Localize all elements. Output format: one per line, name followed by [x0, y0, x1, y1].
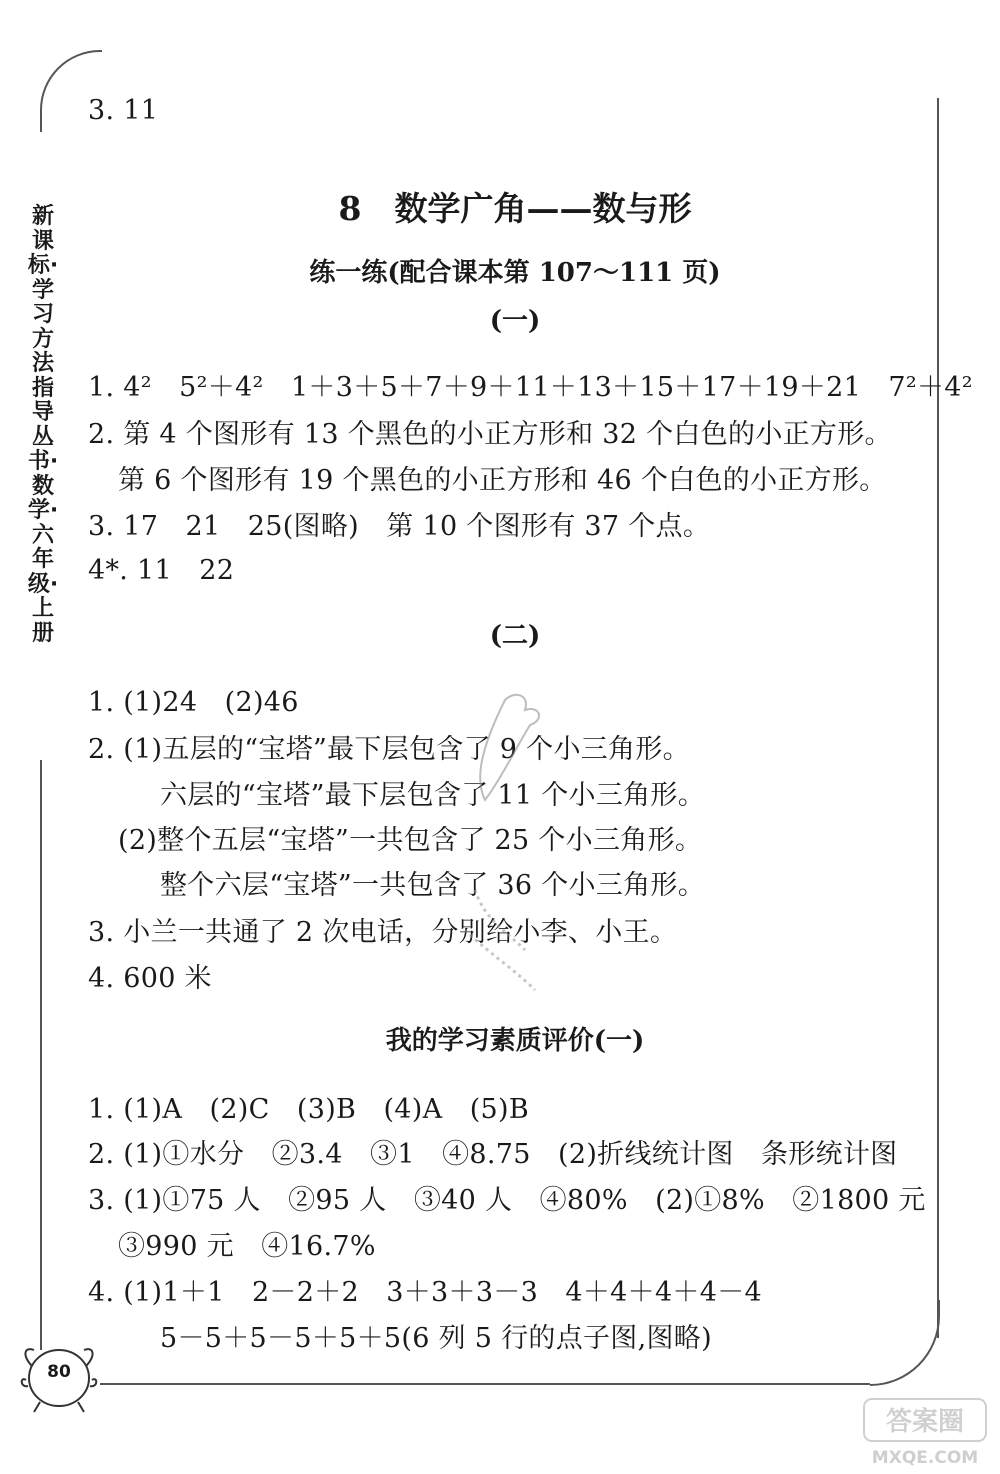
answer-line: 1. (1)24 (2)46 — [88, 687, 299, 718]
site-watermark-logo — [860, 1395, 990, 1470]
answer-line: ③990 元 ④16.7% — [118, 1231, 376, 1262]
answer-line: 4. (1)1＋1 2－2＋2 3＋3＋3－3 4＋4＋4＋4－4 — [88, 1277, 762, 1308]
answer-line: 1. (1)A (2)C (3)B (4)A (5)B — [88, 1094, 530, 1125]
answer-line: 5－5＋5－5＋5＋5(6 列 5 行的点子图,图略) — [160, 1323, 712, 1354]
page-frame-bottom-border — [100, 1383, 870, 1385]
answer-line: 1. 4² 5²＋4² 1＋3＋5＋7＋9＋11＋13＋15＋17＋19＋21 7²＋4² — [88, 372, 973, 403]
answer-line: 2. (1)①水分 ②3.4 ③1 ④8.75 (2)折线统计图 条形统计图 — [88, 1139, 898, 1170]
answer-line: 整个六层“宝塔”一共包含了 36 个小三角形。 — [160, 870, 706, 901]
answer-line: 2. 第 4 个图形有 13 个黑色的小正方形和 32 个白色的小正方形。 — [88, 419, 892, 450]
page-frame-corner-bottom-right — [870, 1300, 940, 1386]
svg-text:MXQE.COM: MXQE.COM — [871, 1448, 979, 1468]
part2-heading: (二) — [489, 621, 541, 651]
svg-text:答案圈: 答案圈 — [885, 1407, 965, 1437]
page-number: 80 — [47, 1362, 71, 1382]
carrot-stamp-watermark-icon — [445, 690, 565, 1010]
answer-line: 2. (1)五层的“宝塔”最下层包含了 9 个小三角形。 — [88, 734, 690, 765]
answer-line: 3. 小兰一共通了 2 次电话，分别给小李、小王。 — [88, 917, 678, 948]
section-title: 练一练(配合课本第 107～111 页) — [309, 258, 721, 288]
answer-line: 六层的“宝塔”最下层包含了 11 个小三角形。 — [160, 780, 706, 811]
answer-line: (2)整个五层“宝塔”一共包含了 25 个小三角形。 — [118, 825, 703, 856]
series-title-vertical: 新课标·学习方法指导丛书·数学·六年级·上册 — [27, 204, 59, 646]
answer-line: 4*. 11 22 — [88, 555, 235, 586]
answer-line: 3. 11 — [88, 95, 159, 126]
part1-heading: (一) — [489, 306, 541, 336]
answer-line: 3. 17 21 25(图略) 第 10 个图形有 37 个点。 — [88, 511, 711, 542]
answer-line: 第 6 个图形有 19 个黑色的小正方形和 46 个白色的小正方形。 — [118, 465, 887, 496]
answer-line: 3. (1)①75 人 ②95 人 ③40 人 ④80% (2)①8% ②1800 元 — [88, 1185, 926, 1216]
answer-line: 4. 600 米 — [88, 963, 212, 994]
review-heading: 我的学习素质评价(一) — [385, 1026, 645, 1056]
chapter-title: 8 数学广角——数与形 — [338, 189, 692, 228]
